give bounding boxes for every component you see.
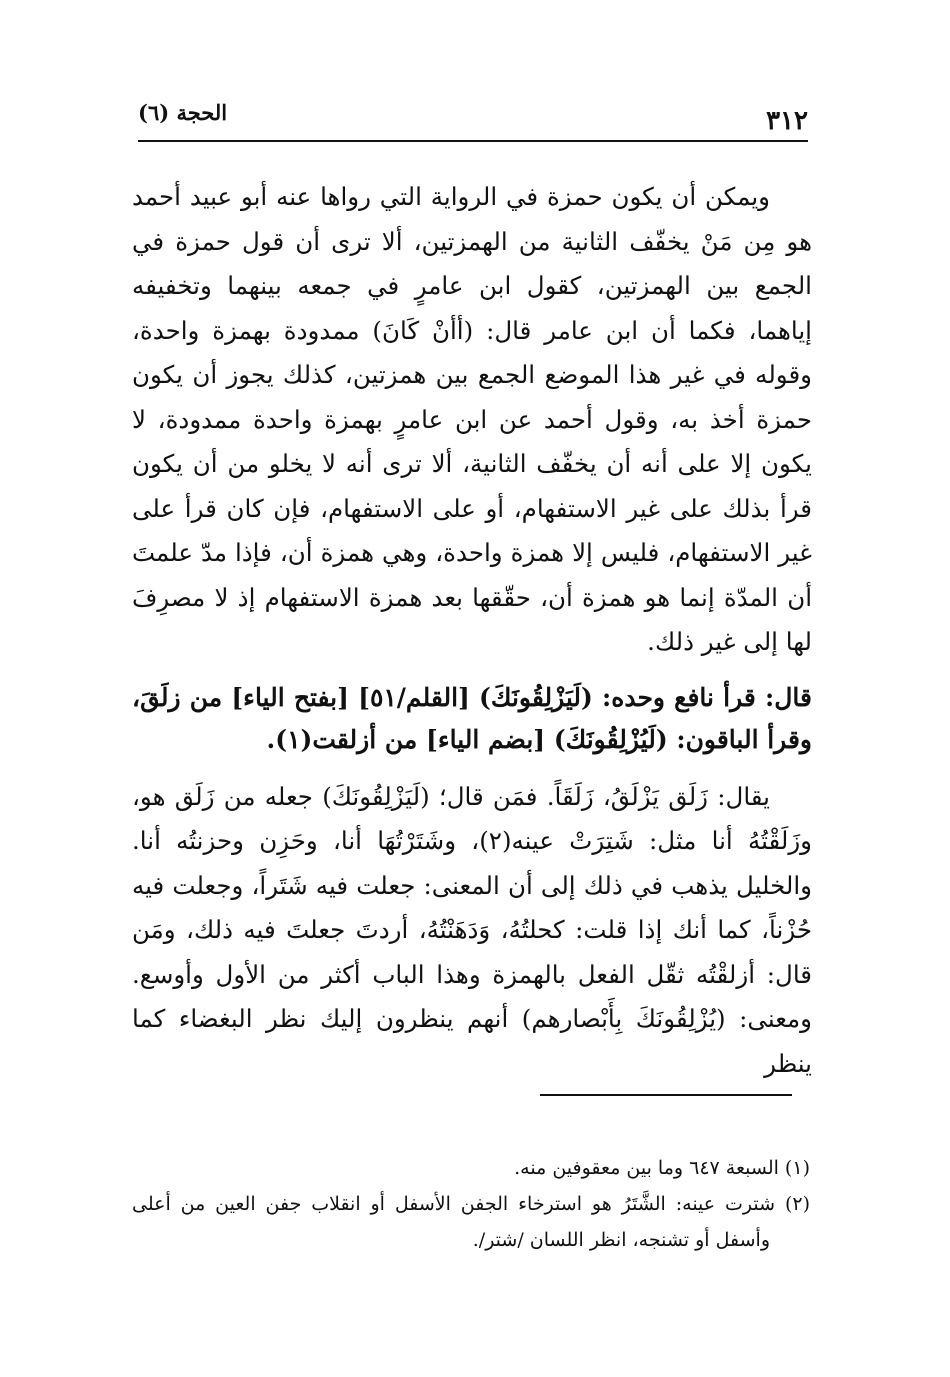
running-title: الحجة (٦) (138, 100, 228, 125)
paragraph: يقال: زَلَق يَزْلَقُ، زَلَقَاً. فمَن قال؛ (لَيَزْلِقُونَكَ) جعله من زَلَق هو، وزَلَقْتُهُ أنا مثل: شَتِرَتْ عينه(٢)، وشَتَرْتُهَا أنا، وحَزِن وحزنتُه أنا. والخليل يذهب في ذلك إلى أن المعنى: جعلت فيه شَتَراً، وجعلت فيه حُزْناً، كما أنك إذا قلت: كحلتُهُ، وَدَهَنْتُهُ، أردتَ جعلتَ فيه ذلك، ومَن قال: أزلقْتُه ثقّل الفعل بالهمزة وهذا الباب أكثر من الأول وأوسع. ومعنى: (يُزْلِقُونَكَ بِأَبْصارهم) أنهم ينظرون إليك نظر البغضاء كما ينظر (132, 781, 812, 1078)
footnote-2: (٢) شترت عينه: الشَّتَرُ هو استرخاء الجفن الأسفل أو انقلاب جفن العين من أعلى وأسفل أو تشنجه، انظر اللسان /شتر/. (132, 1193, 810, 1251)
footnote-divider (540, 1094, 792, 1096)
paragraph: ويمكن أن يكون حمزة في الرواية التي رواها عنه أبو عبيد أحمد هو مِن مَنْ يخفّف الثانية من الهمزتين، ألا ترى أن قول حمزة في الجمع بين الهمزتين، كقول ابن عامرٍ في جمعه بينهما وتخفيفه إياهما، فكما أن ابن عامر قال: (أأنْ كَانَ) ممدودة بهمزة واحدة، وقوله في غير هذا الموضع الجمع بين همزتين، كذلك يجوز أن يكون حمزة أخذ به، وقول أحمد عن ابن عامرٍ بهمزة واحدة ممدودة، لا يكون إلا على أنه أن يخفّف الثانية، ألا ترى أنه لا يخلو من أن يكون قرأ بذلك على غير الاستفهام، أو على الاستفهام، فإن كان قرأ على غير الاستفهام، فليس إلا همزة واحدة، وهي همزة أن، فإذا مدّ علمتَ أن المدّة إنما هو همزة أن، حقّقها بعد همزة الاستفهام إذ لا مصرِفَ لها إلى غير ذلك. (132, 182, 812, 656)
footnotes (132, 1150, 810, 1258)
main-text (132, 175, 812, 1086)
page-header (138, 96, 808, 142)
footnote-1: (١) السبعة ٦٤٧ وما بين معقوفين منه. (514, 1157, 810, 1179)
reading-heading: قال: قرأ نافع وحده: (لَيَزْلِقُونَكَ) [القلم/٥١] [بفتح الياء] من زلَقَ، وقرأ الباقون: (لَيُزْلِقُونَكَ) [بضم الياء] من أزلقت(١). (132, 682, 812, 754)
page-number: ٣١٢ (766, 106, 808, 136)
